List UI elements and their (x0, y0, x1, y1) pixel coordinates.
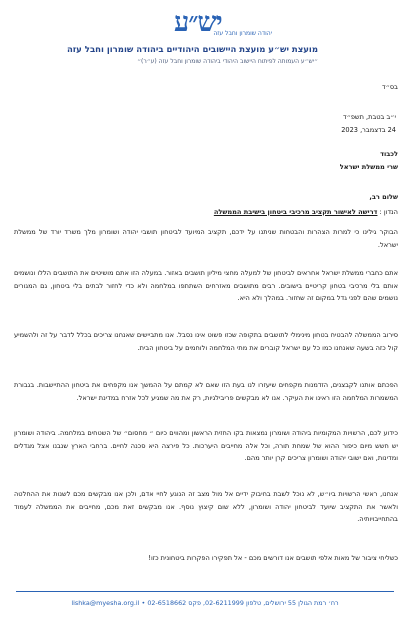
body-paragraph: אתם כחברי ממשלת ישראל אחראים לביטחון של למעלה מחצי מיליון תושבים באזור. במעלה הזו אתם מושיטים את התושבים הללו ונושמים אותם בלי מרכיבי בטחון קריטיים בישובים. רבים מתושבים מאזרחים השתתפו במלחמה ולא כדי לחזור לבתים בלי ביטחון, גם המגורים נושמים שהם לפני גדל במקום זה שחזור. במהלך ולא היא. (14, 269, 398, 302)
org-tagline: ״יש״ע העמותה לפיתוח היישוב היהודי ביהודה שומרון וחבל עזה (ע״ר)״ (137, 58, 318, 65)
addressee-line-2: שרי ממשלת ישראל (339, 163, 398, 171)
addressee-line-1: לכבוד (380, 150, 398, 158)
footer-contact: רח׳ רמת הגולן 55 ירושלים, טלפון 02-6211999, פקס 02-6518662 • lishka@myesha.org.il (71, 599, 339, 607)
date-hebrew: י״ב בטבת, תשפ״ד (342, 113, 396, 121)
closing-paragraph: כשליחי ציבור של מאות אלפי תושבים אנו דורשים מכם - אל תפקירו הפקרות ביטחונית כזו! (148, 554, 398, 562)
body-paragraph: הבוקר גילינו כי למרות הצהרות והבטחות שניתנו על ידכם, תקציב המיועד לביטחון תושבי יהודה ושומרון מלך משרד יורד של ממשלת ישראל. (14, 228, 398, 249)
subject-prefix: הנדון : (377, 208, 398, 216)
body-paragraph: כידוע לכם, הרשויות המקומיות ביהודה ושומרון נמצאות בקו החזית הראשון ומהווים כיום ״ מחסום״ של השטחים במלחמה. ביהודה ושומרון יש חשש מיום כיפור ההוא של שמחת תורה, וכל אלה מחייבים היערכות. כל פירצה היא סכנה לחיים. ברחבי הארץ שנבנו אצל מגדלים ומדינות, ואם ישובי יהודה ושומרון צריכים קרן יותר מהם. (14, 429, 398, 462)
body-paragraph: אנחנו, ראשי הרשויות ביו״ש, לא נוכל לשבת בחיבוק ידיים אל מול מצב זה הנוגע לחיי אדם, ולכן אנו מבקשים מכם לשנות את ההחלטה ולאשר את התקציב שיועד לביטחון יהודה ושומרון, ללא שום קיצוץ נוסף. אנו מבקשים זאת מכם, מחייבים את הממשלה לעמוד בהתחייבויותיה. (14, 490, 398, 523)
date-gregorian: 24 בדצמבר, 2023 (341, 126, 396, 134)
body-paragraph: סירוב הממשלה להבטיח בטחון מינימלי לתושבים בתקופה שכזו פשוט אינו נסבל. אנו מתביישים שאנחנו צריכים בכלל לדבר על זה ולהשמיע קול כזה בשעה שאנחנו כמו כל עם ישראל קוברים את מתי המלחמה ולוחמים על ביטחון הבית. (14, 331, 398, 352)
footer-divider (16, 591, 394, 592)
yesha-logo (150, 8, 276, 40)
logo-wordmark: יש״ע (174, 7, 222, 38)
body-paragraph: הפכתם אותנו לקבצנים, הזדמנות מקפחים שיעזרו לנו בעת הזו שאם לא קמתם על ההמשך אנו מקפחים את ביטחון ההתיישבות. בגבורת המשמרות המלחמה הזו ראינו את העיקר. אנו לא מבקשים פריבילגיות, רק את מה שמגיע לכל אזרח במדינת ישראל. (14, 381, 398, 402)
greeting: שלום רב, (369, 193, 398, 201)
subject-text: דרישה לאישור תקציב מרכיבי ביטחון בישיבת הממשלה (213, 208, 378, 216)
org-name: מועצת יש״ע מועצת היישובים היהודיים ביהודה שומרון וחבל עזה (66, 45, 318, 55)
subject-line (214, 206, 398, 218)
reference-mark: בס״ד (382, 83, 398, 91)
logo-subtitle: יהודה שומרון וחבל עזה (213, 30, 272, 37)
